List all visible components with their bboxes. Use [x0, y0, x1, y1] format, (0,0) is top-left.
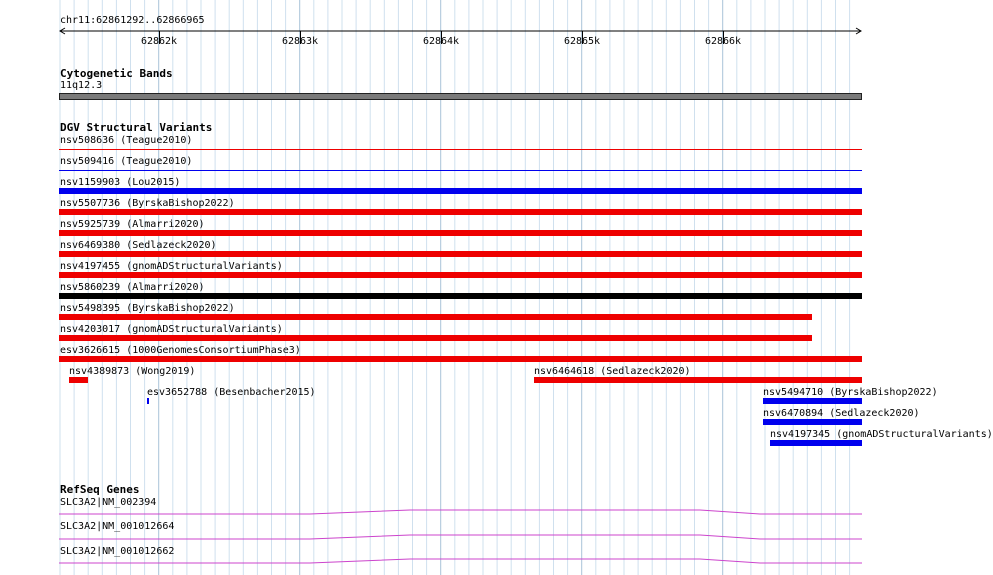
- variant-label: nsv6469380 (Sedlazeck2020): [60, 240, 217, 251]
- variant-label: nsv5860239 (Almarri2020): [60, 282, 205, 293]
- gene-label: SLC3A2|NM_001012664: [60, 521, 175, 532]
- variant-bar[interactable]: [59, 356, 862, 362]
- variant-bar[interactable]: [59, 209, 862, 215]
- variant-label: esv3626615 (1000GenomesConsortiumPhase3): [60, 345, 301, 356]
- ruler-tick-label: 62864k: [422, 36, 460, 47]
- variant-bar[interactable]: [59, 314, 812, 320]
- refseq-gene-models: [0, 490, 890, 575]
- cytobands-track-title: Cytogenetic Bands: [60, 67, 173, 80]
- variant-label: nsv5498395 (ByrskaBishop2022): [60, 303, 235, 314]
- variant-label: nsv1159903 (Lou2015): [60, 177, 181, 188]
- gene-label: SLC3A2|NM_001012662: [60, 546, 175, 557]
- variant-label: nsv4197345 (gnomADStructuralVariants): [770, 429, 993, 440]
- variant-bar[interactable]: [59, 149, 862, 150]
- variant-bar[interactable]: [534, 377, 862, 383]
- ruler-tick-label: 62866k: [704, 36, 742, 47]
- ruler-tick-label: 62865k: [563, 36, 601, 47]
- variant-label: nsv5494710 (ByrskaBishop2022): [763, 387, 938, 398]
- refseq-track-title: RefSeq Genes: [60, 483, 140, 496]
- variant-label: nsv5507736 (ByrskaBishop2022): [60, 198, 235, 209]
- variant-bar[interactable]: [59, 188, 862, 194]
- variant-bar[interactable]: [59, 251, 862, 257]
- gene-label: SLC3A2|NM_002394: [60, 497, 157, 508]
- variant-label: nsv6470894 (Sedlazeck2020): [763, 408, 920, 419]
- variant-label: nsv4203017 (gnomADStructuralVariants): [60, 324, 283, 335]
- gene-model-line[interactable]: [59, 535, 862, 539]
- ruler-tick-label: 62863k: [281, 36, 319, 47]
- variant-label: nsv4197455 (gnomADStructuralVariants): [60, 261, 283, 272]
- cytoband-bar[interactable]: [59, 93, 862, 100]
- gene-model-line[interactable]: [59, 510, 862, 514]
- variant-label: nsv509416 (Teague2010): [60, 156, 193, 167]
- variant-bar[interactable]: [763, 419, 862, 425]
- variant-bar[interactable]: [59, 230, 862, 236]
- variant-label: nsv4389873 (Wong2019): [69, 366, 196, 377]
- variant-bar[interactable]: [147, 398, 149, 404]
- variant-label: nsv508636 (Teague2010): [60, 135, 193, 146]
- ruler-tick-label: 62862k: [140, 36, 178, 47]
- cytoband-label: 11q12.3: [60, 80, 103, 91]
- variant-bar[interactable]: [59, 335, 812, 341]
- variant-label: nsv5925739 (Almarri2020): [60, 219, 205, 230]
- dgv-track-title: DGV Structural Variants: [60, 121, 213, 134]
- variant-bar[interactable]: [59, 272, 862, 278]
- variant-bar[interactable]: [59, 293, 862, 299]
- variant-label: esv3652788 (Besenbacher2015): [147, 387, 316, 398]
- variant-bar[interactable]: [69, 377, 88, 383]
- gene-model-line[interactable]: [59, 559, 862, 563]
- variant-bar[interactable]: [763, 398, 862, 404]
- variant-bar[interactable]: [770, 440, 862, 446]
- location-label: chr11:62861292..62866965: [60, 15, 205, 26]
- variant-label: nsv6464618 (Sedlazeck2020): [534, 366, 691, 377]
- variant-bar[interactable]: [59, 170, 862, 171]
